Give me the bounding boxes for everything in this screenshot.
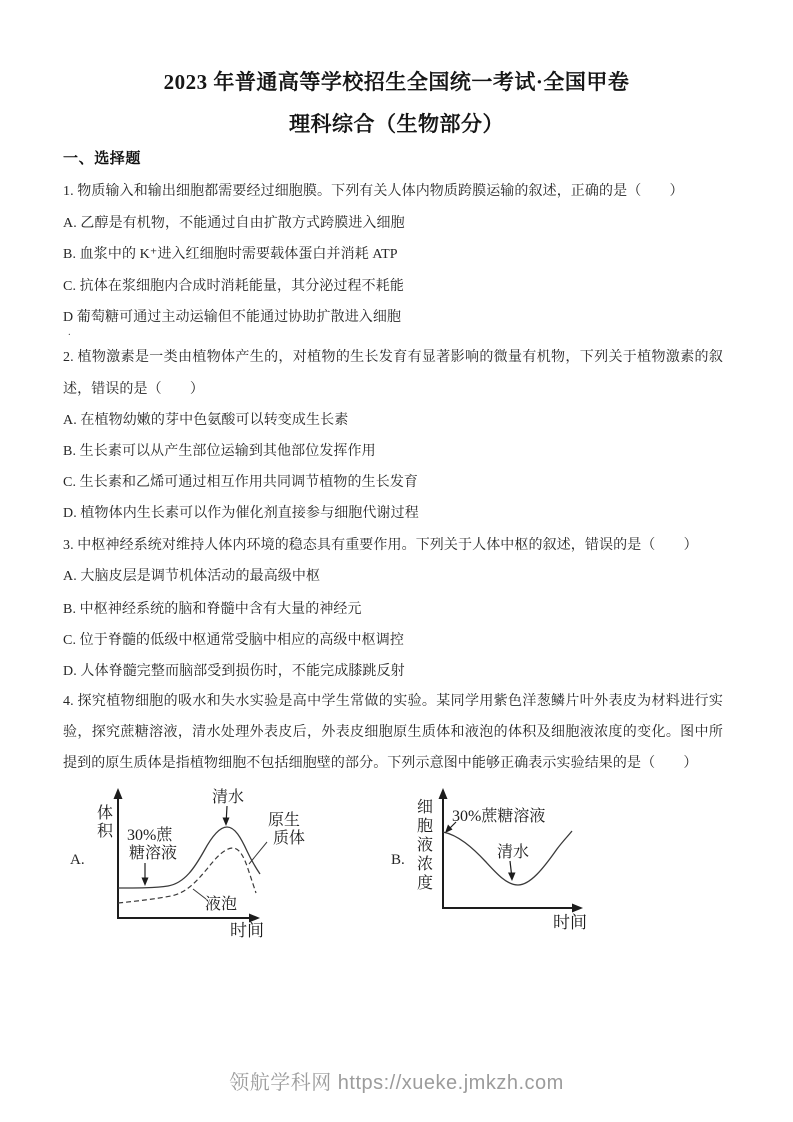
question-4-line2: 验，探究蔗糖溶液，清水处理外表皮后，外表皮细胞原生质体和液泡的体积及细胞液浓度的变化。图中所	[63, 725, 723, 740]
chart-b-sucrose-arrowhead-icon	[445, 825, 453, 834]
chart-b-water-label: 清水	[497, 844, 530, 861]
question-3-option-a: A. 大脑皮层是调节机体活动的最高级中枢	[63, 569, 321, 584]
chart-a-sucrose-arrowhead-icon	[142, 878, 149, 887]
question-2-line1: 2. 植物激素是一类由植物体产生的，对植物的生长发育有显著影响的微量有机物，下列关于植物激素的叙	[63, 350, 723, 365]
chart-a-ylabel-char2: 积	[97, 823, 114, 840]
question-2-option-c: C. 生长素和乙烯可通过相互作用共同调节植物的生长发育	[63, 475, 419, 490]
watermark: 领航学科网 https://xueke.jmkzh.com	[229, 1072, 564, 1094]
chart-b-concentration-vs-time	[400, 785, 600, 955]
question-3-option-c: C. 位于脊髓的低级中枢通常受脑中相应的高级中枢调控	[63, 633, 404, 648]
section-heading: 一、选择题	[63, 151, 142, 167]
page-title: 2023 年普通高等学校招生全国统一考试·全国甲卷	[163, 70, 630, 94]
chart-a-sucrose-label-line1: 30%蔗	[127, 827, 173, 844]
chart-a-vacuole-label: 液泡	[205, 896, 238, 913]
question-3-option-b: B. 中枢神经系统的脑和脊髓中含有大量的神经元	[63, 602, 362, 617]
question-1-text: 1. 物质输入和输出细胞都需要经过细胞膜。下列有关人体内物质跨膜运输的叙述，正确的是（ ）	[63, 184, 684, 199]
chart-b-water-arrowhead-icon	[508, 873, 516, 882]
page-subtitle: 理科综合（生物部分）	[289, 112, 504, 136]
chart-a-protoplast-pointer	[249, 842, 267, 864]
chart-b-ylabel-char4: 浓	[417, 856, 434, 873]
chart-a-sucrose-label-line2: 糖溶液	[129, 845, 178, 862]
question-2-option-a: A. 在植物幼嫩的芽中色氨酸可以转变成生长素	[63, 413, 349, 428]
chart-a-protoplast-label-line1: 原生	[268, 812, 301, 829]
question-3-text: 3. 中枢神经系统对维持人体内环境的稳态具有重要作用。下列关于人体中枢的叙述，错误的是（ ）	[63, 538, 698, 553]
question-1-option-b: B. 血浆中的 K⁺进入红细胞时需要载体蛋白并消耗 ATP	[63, 247, 398, 262]
question-2-line2: 述，错误的是（ ）	[63, 382, 204, 397]
chart-b-ylabel-char1: 细	[417, 799, 434, 816]
chart-a-water-label: 清水	[212, 789, 245, 806]
chart-b-y-axis-arrow-icon	[439, 788, 448, 799]
question-4-line3: 提到的原生质体是指植物细胞不包括细胞壁的部分。下列示意图中能够正确表示实验结果的是（ ）	[63, 756, 698, 771]
question-2-option-d: D. 植物体内生长素可以作为催化剂直接参与细胞代谢过程	[63, 506, 419, 521]
question-1-option-c: C. 抗体在浆细胞内合成时消耗能量，其分泌过程不耗能	[63, 279, 404, 294]
chart-b-option-label: B.	[391, 852, 405, 868]
stray-period-mark: .	[68, 326, 71, 338]
chart-a-volume-vs-time	[63, 785, 313, 955]
question-1-option-d: D 葡萄糖可通过主动运输但不能通过协助扩散进入细胞	[63, 310, 402, 325]
question-2-option-b: B. 生长素可以从产生部位运输到其他部位发挥作用	[63, 444, 376, 459]
chart-b-water-arrow	[510, 861, 512, 874]
question-1-option-a: A. 乙醇是有机物，不能通过自由扩散方式跨膜进入细胞	[63, 216, 405, 231]
chart-a-protoplast-label-line2: 质体	[273, 830, 306, 847]
question-4-line1: 4. 探究植物细胞的吸水和失水实验是高中学生常做的实验。某同学用紫色洋葱鳞片叶外表皮为材料进行实	[63, 694, 723, 709]
chart-a-y-axis-arrow-icon	[114, 788, 123, 799]
chart-b-ylabel-char5: 度	[417, 875, 434, 892]
chart-b-xlabel: 时间	[553, 913, 587, 932]
question-3-option-d: D. 人体脊髓完整而脑部受到损伤时，不能完成膝跳反射	[63, 664, 405, 679]
chart-b-x-axis-arrow-icon	[572, 904, 583, 913]
chart-a-option-label: A.	[70, 852, 85, 868]
chart-a-ylabel-char1: 体	[97, 805, 114, 822]
chart-a-water-arrow	[226, 806, 227, 819]
chart-a-water-arrowhead-icon	[223, 818, 230, 827]
chart-b-sucrose-label: 30%蔗糖溶液	[452, 808, 546, 825]
chart-a-xlabel: 时间	[230, 921, 264, 940]
chart-b-ylabel-char3: 液	[417, 837, 434, 854]
chart-b-ylabel-char2: 胞	[417, 818, 434, 835]
